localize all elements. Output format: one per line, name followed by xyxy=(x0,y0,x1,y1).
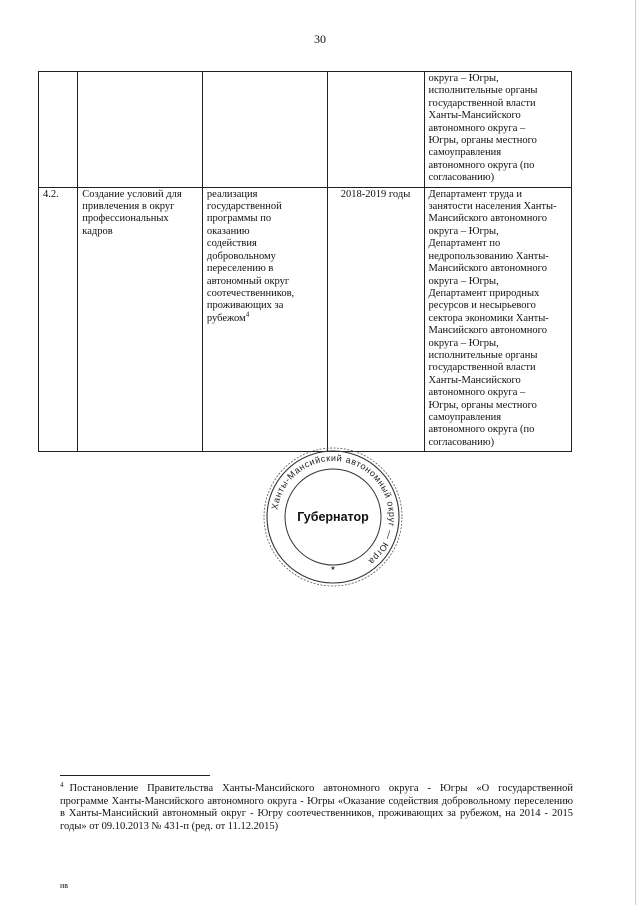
executor-initials: ив xyxy=(60,881,69,890)
row-number-cell: 4.2. xyxy=(39,187,78,452)
page-number: 30 xyxy=(314,32,326,46)
footnote xyxy=(60,780,573,833)
seal-center-text: Губернатор xyxy=(297,510,369,524)
footnote-ref: 4 xyxy=(245,310,250,319)
period-cell xyxy=(327,72,424,188)
task-cell xyxy=(78,72,203,188)
executors-cell: Департамент труда и занятости населения Ханты- Мансийского автономного округа – Югры, Департамент по недропользованию Ханты- Мансийского автономного округа – Югры, Департамент природных ресурсов и несырьевого сектора экономики Ханты- Мансийского автономного округа – Югры, исполнительные органы государственной власти Ханты-Мансийского автономного округа – Югры, органы местного самоуправления автономного округа (по согласованию) xyxy=(424,187,571,452)
activity-cell xyxy=(202,72,327,188)
task-cell: Создание условий для привлечения в округ профессиональных кадров xyxy=(78,187,203,452)
activity-cell xyxy=(202,187,327,452)
governor-seal xyxy=(262,446,404,588)
seal-star-icon: ★ xyxy=(330,566,336,572)
footnote-text: Постановление Правительства Ханты-Мансийского автономного округа - Югры «О государственной программе Ханты-Мансийского автономного округа - Югры «Оказание содействия добровольному переселению в Ханты-Мансийский автономный округ - Югру соотечественников, проживающих за рубежом, на 2014 - 2015 годы» от 09.10.2013 № 431-п (ред. от 11.12.2015) xyxy=(60,783,573,832)
footnote-mark: 4 xyxy=(60,780,64,789)
activity-text: реализация государственной программы по оказанию содействия добровольному переселению в автономный округ соотечественников, проживающих за рубежом xyxy=(206,188,295,324)
table-row xyxy=(39,187,572,452)
period-cell: 2018-2019 годы xyxy=(327,187,424,452)
measures-table xyxy=(38,71,572,452)
table-row xyxy=(39,72,572,188)
row-number-cell xyxy=(39,72,78,188)
executors-cell: округа – Югры, исполнительные органы государственной власти Ханты-Мансийского автономного округа – Югры, органы местного самоуправления автономного округа (по согласованию) xyxy=(424,72,571,188)
seal-ring-text: Ханты-Мансийский автономный округ — Югра xyxy=(269,452,398,567)
footnote-divider xyxy=(60,775,210,776)
scan-edge-line xyxy=(635,0,636,905)
